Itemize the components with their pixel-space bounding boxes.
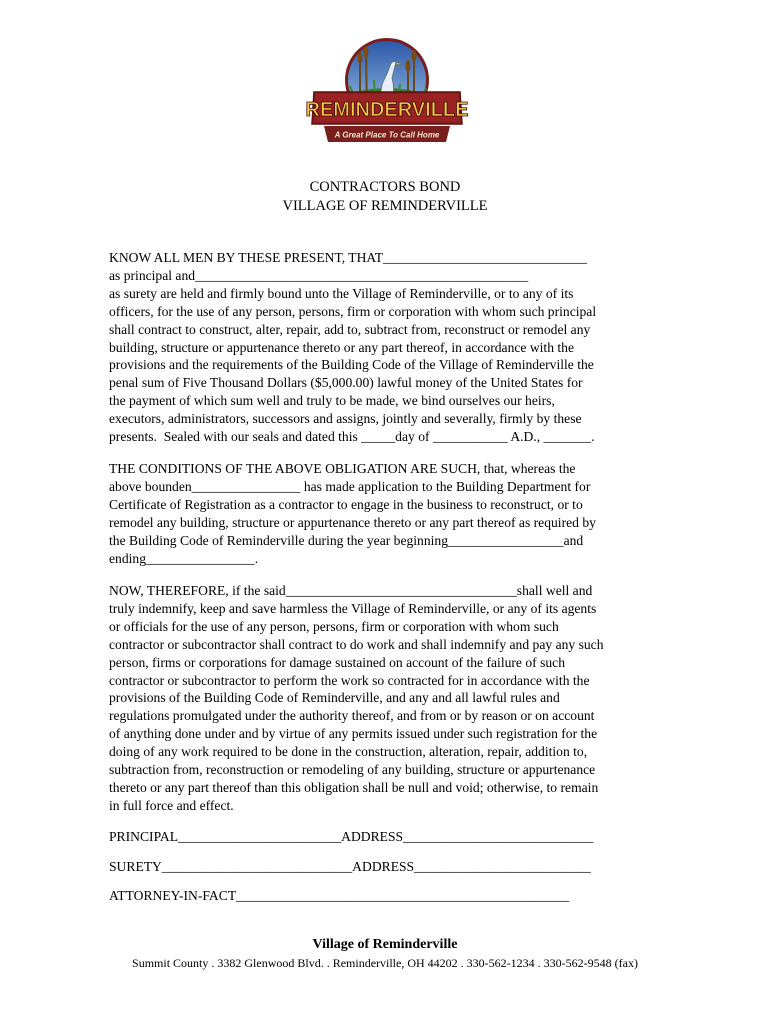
text-line: officers, for the use of any person, persons, firm or corporation with whom such principal — [109, 303, 597, 319]
attorney-in-fact-signature-line[interactable]: ATTORNEY-IN-FACT_________________________________________________ — [109, 888, 570, 903]
text-line: person, firms or corporations for damage sustained on account of the failure of such — [109, 654, 566, 670]
text-line: shall contract to construct, alter, repair, add to, subtract from, reconstruct or remodel any — [109, 321, 591, 337]
paragraph-conditions — [109, 460, 669, 567]
text-line: the Building Code of Reminderville during the year beginning_________________and — [109, 532, 584, 548]
text-line: of anything done under and by virtue of any permits issued under such registration for the — [109, 726, 598, 742]
text-line: contractor or subcontractor shall contract to do work and shall indemnify and pay any such — [109, 636, 604, 652]
reminderville-logo — [304, 36, 470, 152]
text-line: KNOW ALL MEN BY THESE PRESENT, THAT______________________________ — [109, 250, 587, 265]
text-line: presents. Sealed with our seals and dated this _____day of ___________ A.D., _______. — [109, 429, 595, 445]
text-line: above bounden________________ has made application to the Building Department for — [109, 478, 591, 494]
text-line: ending________________. — [109, 550, 259, 566]
text-line: provisions and the requirements of the Building Code of the Village of Reminderville the — [109, 357, 594, 373]
text-line: NOW, THEREFORE, if the said__________________________________shall well and — [109, 583, 593, 598]
paragraph-know-all-men — [109, 249, 669, 446]
text-line: provisions of the Building Code of Reminderville, and any and all lawful rules and — [109, 690, 560, 706]
text-line: building, structure or appurtenance thereto or any part thereof, in accordance with the — [109, 339, 575, 355]
footer-village-name: Village of Reminderville — [312, 937, 458, 952]
text-line: subtraction from, reconstruction or remodeling of any building, structure or appurtenance — [109, 762, 596, 778]
text-line: remodel any building, structure or appurtenance thereto or any part thereof as required by — [109, 514, 596, 530]
text-line: or officials for the use of any person, persons, firm or corporation with whom such — [109, 618, 559, 634]
surety-signature-line[interactable]: SURETY____________________________ADDRESS__________________________ — [109, 859, 591, 874]
paragraph-now-therefore — [109, 582, 669, 815]
text-line: THE CONDITIONS OF THE ABOVE OBLIGATION ARE SUCH, that, whereas the — [109, 461, 576, 476]
text-line: Certificate of Registration as a contractor to engage in the business to reconstruct, or to — [109, 496, 583, 512]
text-line: regulations promulgated under the authority thereof, and from or by reason or on account — [109, 708, 595, 724]
document-title: CONTRACTORS BOND — [309, 179, 461, 195]
text-line: penal sum of Five Thousand Dollars ($5,000.00) lawful money of the United States for — [109, 375, 583, 391]
text-line: in full force and effect. — [109, 797, 234, 813]
text-line: contractor or subcontractor to perform the work so contracted for in accordance with the — [109, 672, 590, 688]
text-line: thereto or any part thereof than this obligation shall be null and void; otherwise, to remain — [109, 779, 599, 795]
principal-signature-line[interactable]: PRINCIPAL________________________ADDRESS____________________________ — [109, 829, 594, 844]
logo-wordmark: REMINDERVILLE — [305, 99, 469, 121]
text-line: the payment of which sum well and truly to be made, we bind ourselves our heirs, — [109, 393, 555, 409]
footer-address: Summit County . 3382 Glenwood Blvd. . Reminderville, OH 44202 . 330-562-1234 . 330-562-9548 (fax) — [132, 956, 638, 970]
document-subtitle: VILLAGE OF REMINDERVILLE — [282, 198, 488, 214]
logo-tagline: A Great Place To Call Home — [334, 130, 440, 140]
text-line: as surety are held and firmly bound unto the Village of Reminderville, or to any of its — [109, 285, 574, 301]
text-line: as principal and_________________________________________________ — [109, 267, 529, 283]
text-line: executors, administrators, successors and assigns, jointly and severally, firmly by these — [109, 411, 582, 427]
text-line: truly indemnify, keep and save harmless the Village of Reminderville, or any of its agents — [109, 600, 597, 616]
text-line: doing of any work required to be done in the construction, alteration, repair, addition to, — [109, 744, 588, 760]
